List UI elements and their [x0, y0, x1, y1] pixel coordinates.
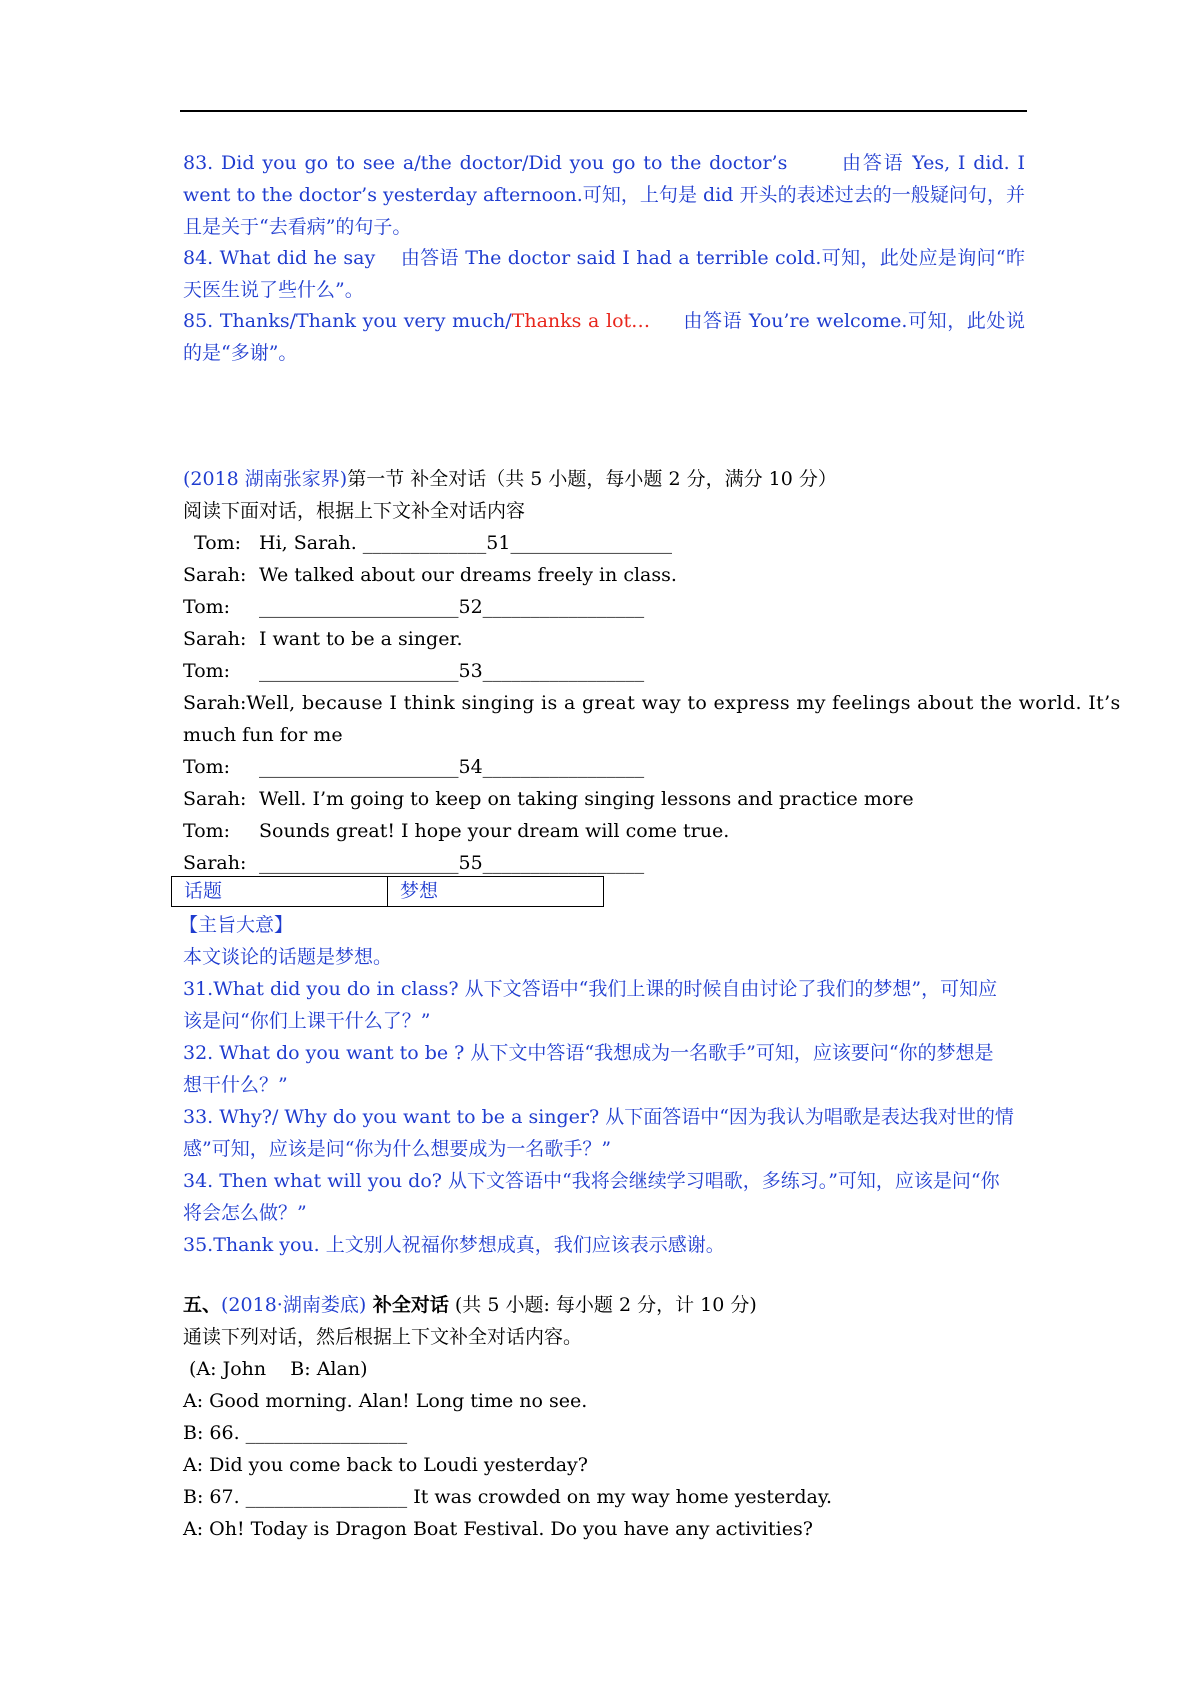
section1-dialogue: [183, 527, 1121, 879]
dialogue-line: Tom: _____________________52_________________: [183, 596, 645, 618]
answer-85-alt: Thanks a lot…: [511, 310, 651, 332]
section2-dialogue: [183, 1385, 1025, 1545]
section1-title: 第一节 补全对话（共 5 小题，每小题 2 分，满分 10 分）: [347, 468, 837, 490]
section2-points: (共 5 小题: 每小题 2 分，计 10 分): [448, 1294, 757, 1316]
dialogue-line: B: 66. _________________: [183, 1422, 408, 1444]
dialogue-line: A: Did you come back to Loudi yesterday?: [183, 1454, 588, 1476]
dialogue-line: Tom: Sounds great! I hope your dream will come true.: [183, 820, 730, 842]
section2-title: 补全对话: [366, 1294, 449, 1316]
dialogue-line: Sarah: Well. I’m going to keep on taking singing lessons and practice more: [183, 788, 914, 810]
section2-instruction: 通读下列对话，然后根据上下文补全对话内容。: [183, 1326, 583, 1348]
answer-83: 83. Did you go to see a/the doctor/Did you go to the doctor’s 由答语 Yes, I did. I went to the doctor’s yesterday afternoon.可知，上句是 did 开头的表述过去的一般疑问句，并且是关于“去看病”的句子。: [183, 152, 1026, 238]
dialogue-line: Sarah: Well, because I think singing is a great way to express my feelings about the world. It’s: [183, 692, 1121, 714]
section1-answers: [183, 973, 1025, 1261]
dialogue-line: A: Oh! Today is Dragon Boat Festival. Do you have any activities?: [183, 1518, 813, 1540]
answer-32: 32. What do you want to be ? 从下文中答语“我想成为一名歌手”可知，应该要问“你的梦想是 想干什么？”: [183, 1042, 994, 1096]
answer-33: 33. Why?/ Why do you want to be a singer? 从下面答语中“因为我认为唱歌是表达我对世的情 感”可知，应该是问“你为什么想要成为一名歌手？”: [183, 1106, 1014, 1160]
section2-number: 五、: [183, 1294, 222, 1316]
dialogue-line: Tom: _____________________53_________________: [183, 660, 645, 682]
main-idea: 本文谈论的话题是梦想。: [183, 946, 393, 968]
section1-source: (2018 湖南张家界): [183, 468, 348, 490]
section1-header: [183, 463, 1025, 495]
topic-label: 话题: [172, 877, 388, 907]
answer-35: 35.Thank you. 上文别人祝福你梦想成真，我们应该表示感谢。: [183, 1234, 725, 1256]
answer-34: 34. Then what will you do? 从下文答语中“我将会继续学习唱歌，多练习。”可知，应该是问“你 将会怎么做？”: [183, 1170, 1000, 1224]
answer-84: 84. What did he say 由答语 The doctor said I had a terrible cold.可知，此处应是询问“昨天医生说了些什么”。: [183, 247, 1025, 301]
dialogue-line: Tom: Hi, Sarah. _____________51_________________: [194, 532, 672, 554]
section2-header: [183, 1289, 1025, 1321]
section2-source: (2018·湖南娄底): [221, 1294, 367, 1316]
answer-85: 85. Thanks/Thank you very much/Thanks a lot… 由答语 You’re welcome.可知，此处说的是“多谢”。: [183, 310, 1026, 364]
dialogue-line: Sarah: _____________________55_________________: [183, 852, 645, 874]
dialogue-line: B: 67. _________________ It was crowded on my way home yesterday.: [183, 1486, 833, 1508]
topic-table: [171, 876, 604, 907]
section2-roles: (A: John B: Alan): [183, 1358, 368, 1380]
topic-value: 梦想: [388, 877, 604, 907]
answer-31: 31.What did you do in class? 从下文答语中“我们上课的时候自由讨论了我们的梦想”，可知应 该是问“你们上课干什么了？”: [183, 978, 998, 1032]
dialogue-line-continuation: much fun for me: [183, 724, 343, 746]
header-rule: [180, 110, 1027, 112]
dialogue-line: A: Good morning. Alan! Long time no see.: [183, 1390, 588, 1412]
dialogue-line: Tom: _____________________54_________________: [183, 756, 645, 778]
dialogue-line: Sarah: I want to be a singer.: [183, 628, 463, 650]
dialogue-line: Sarah: We talked about our dreams freely in class.: [183, 564, 677, 586]
main-idea-heading: 【主旨大意】: [179, 914, 294, 936]
section1-instruction: 阅读下面对话，根据上下文补全对话内容: [183, 500, 526, 522]
